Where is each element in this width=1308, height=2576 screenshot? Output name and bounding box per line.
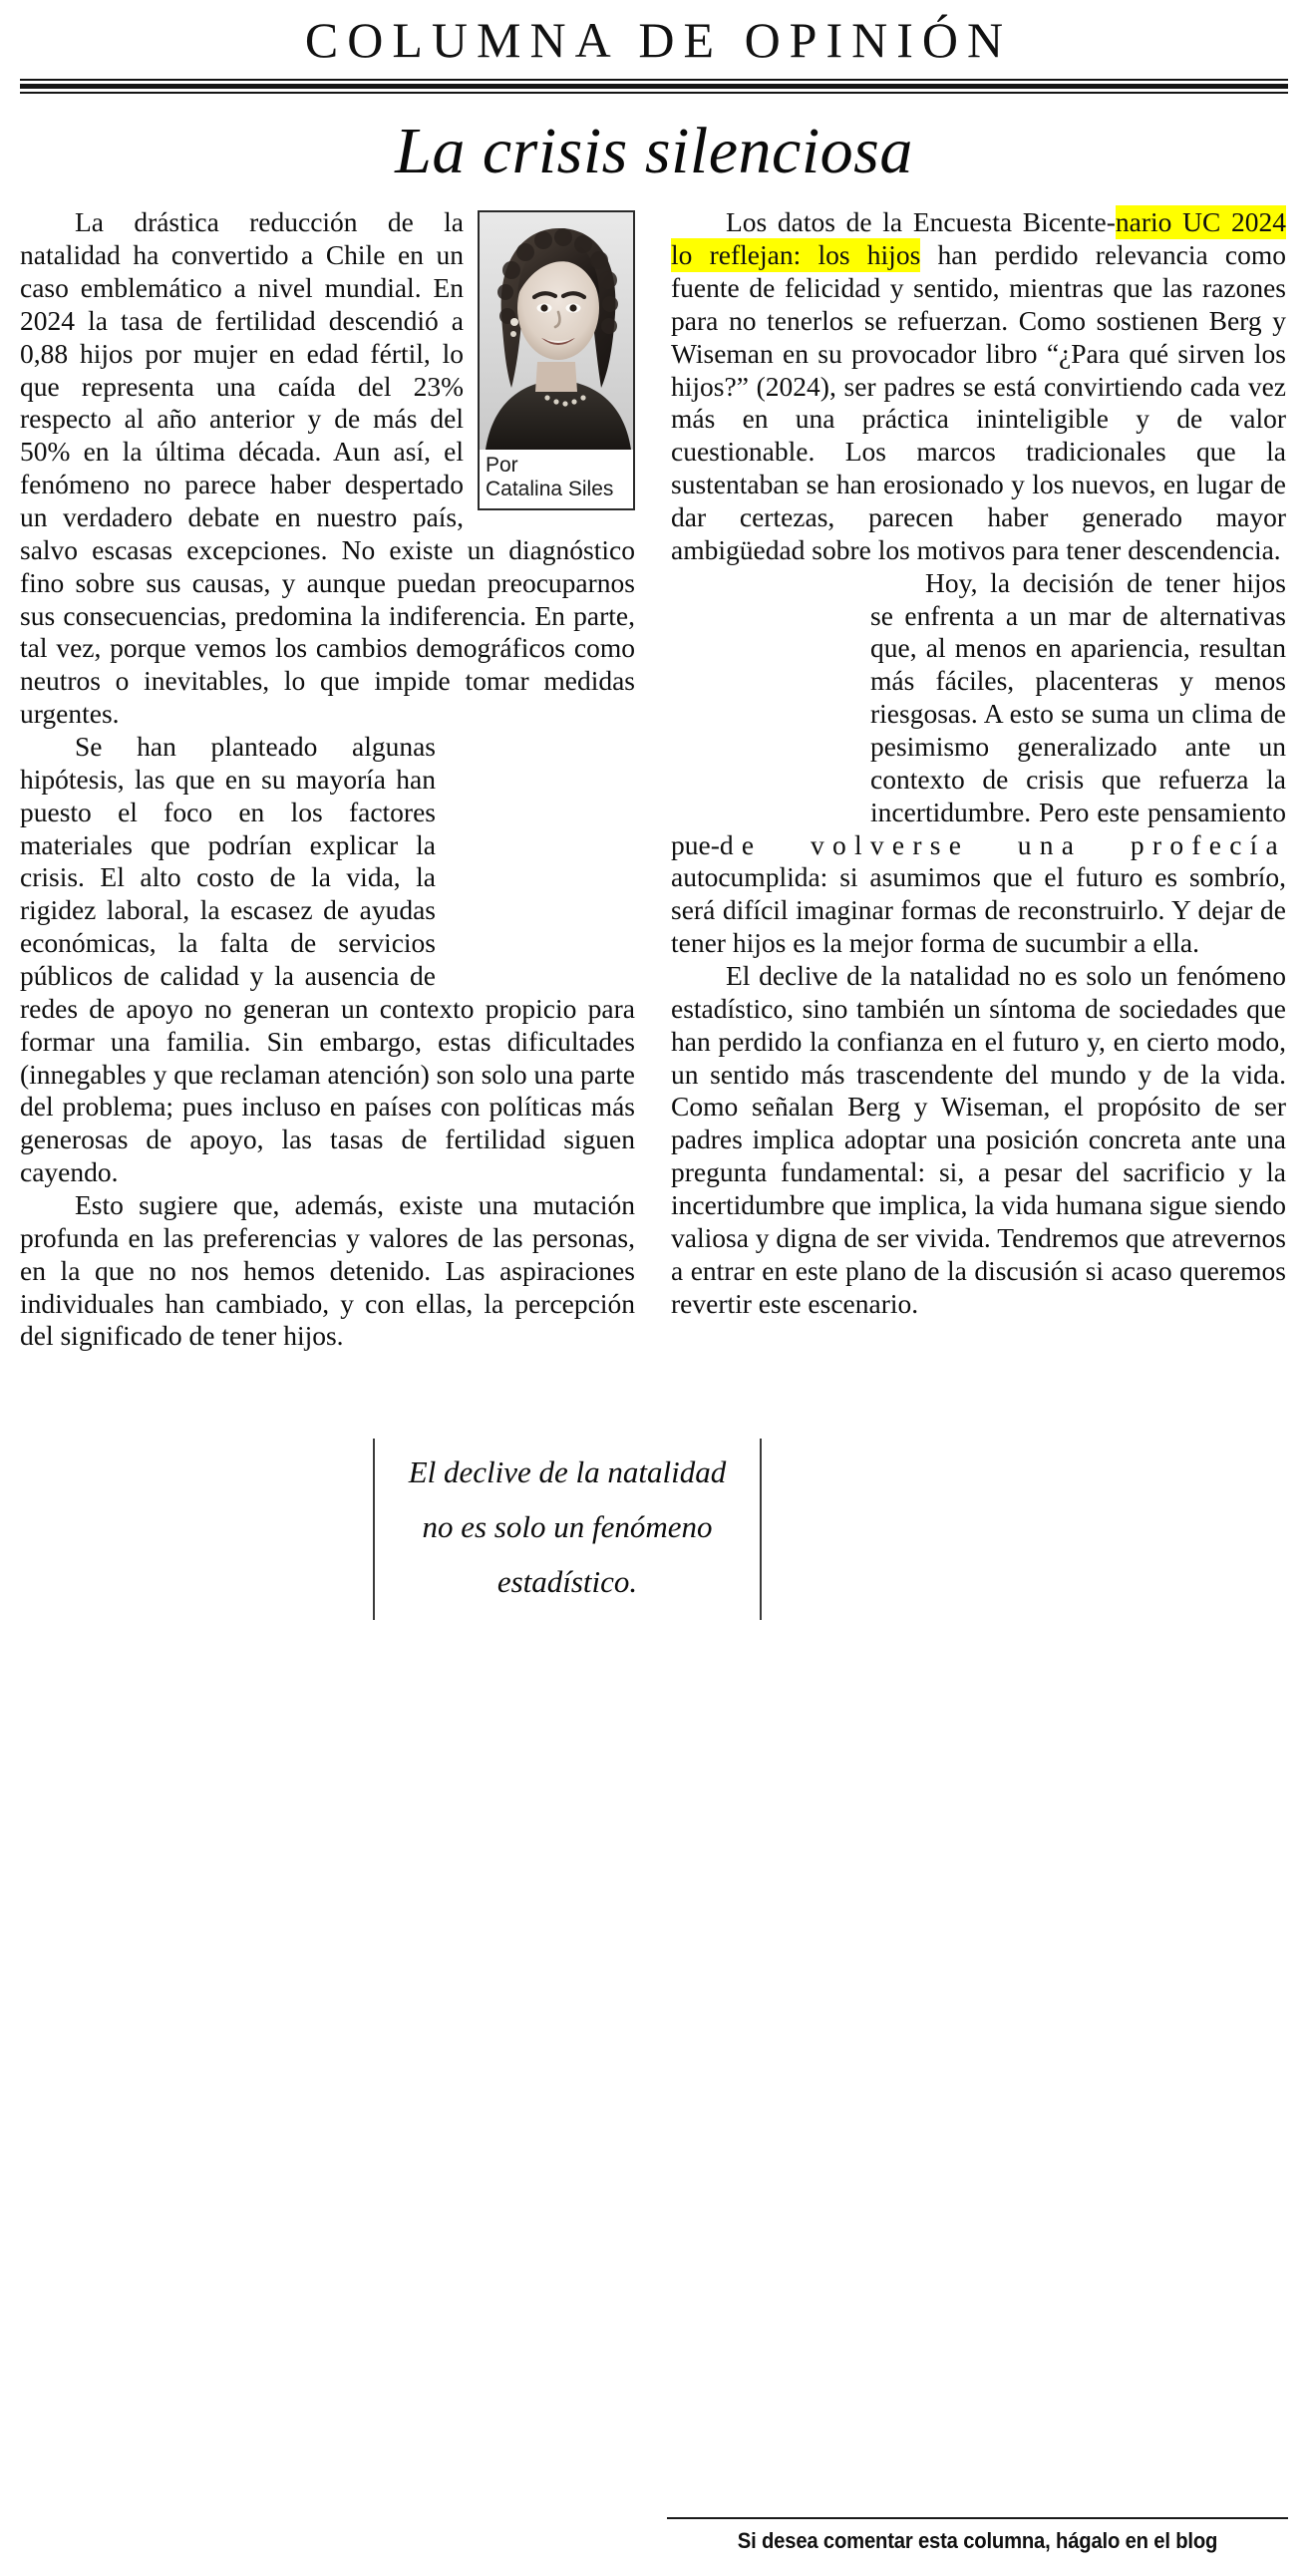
- pullquote-wrap-spacer-left: [436, 731, 635, 962]
- masthead: [14, 0, 1294, 67]
- paragraph-right-2-text: Hoy, la decisión de tener hijos se enfrenta a un mar de alternativas que, al menos en apariencia, resultan más fáciles, placenteras y menos riesgosas. A esto se suma un clima de pesimismo generalizado ante un contexto de crisis que refuerza la incertidumbre. Pero este pensamiento pue: [671, 566, 1286, 860]
- masthead-rule-stack: [20, 79, 1288, 94]
- author-photo: [480, 212, 633, 450]
- highlighted-text: nario UC 2024 lo reflejan: los hijos: [671, 206, 1286, 271]
- author-by-label: Por: [486, 454, 518, 478]
- paragraph-left-3: Esto sugiere que, además, existe una mutación profunda en las preferencias y valores de las personas, en la que no nos hemos detenido. Las aspiraciones individuales han cambiado, y con ellas, la percepción del significado de tener hijos.: [20, 1189, 635, 1352]
- rule-thin-bottom: [20, 92, 1288, 94]
- paragraph-left-1: La drástica reducción de la natalidad ha convertido a Chile en un caso emblemático a nivel mundial. En 2024 la tasa de fertilidad descendió a 0,88 hijos por mujer en edad fértil, lo que representa una caída del 23% respecto al año anterior y de más del 50% en la última década. Aun así, el fenómeno no parece haber despertado un verdadero debate en nuestro país, salvo escasas excepciones. No existe un diagnóstico fino sobre sus causas, y aunque puedan preocuparnos sus consecuencias, predomina la indiferencia. En parte, tal vez, porque vemos los cambios demográficos como neutros o inevitables, lo que impide tomar medidas urgentes.: [20, 206, 635, 730]
- paragraph-right-1: Los datos de la Encuesta Bicente-nario UC 2024 lo reflejan: los hijos han perdido relevancia como fuente de felicidad y sentido, mientras que las razones para no tenerlos se refuerzan. Como sostienen Berg y Wiseman en su provocador libro “¿Para qué sirven los hijos?” (2024), ser padres se está convirtiendo cada vez más en una práctica ininteligible y de valor cuestionable. Los marcos tradicionales que la sustentaban se han erosionado y los nuevos, en lugar de dar certezas, parecen haber generado mayor ambigüedad sobre los motivos para tener descendencia.: [671, 206, 1286, 565]
- paragraph-right-3: El declive de la natalidad no es solo un fenómeno estadístico, sino también un síntoma de sociedades que han perdido la confianza en el futuro y, en cierto modo, un sentido más trascendente del mundo y de la vida. Como señalan Berg y Wiseman, el propósito de ser padres implica adoptar una posición concreta ante una pregunta fundamental: si, a pesar del sacrificio y la incertidumbre que implica, la vida humana sigue siendo valiosa y digna de ser vivida. Tendremos que atrevernos a entrar en este plano de la discusión si acaso queremos revertir este escenario.: [671, 960, 1286, 1319]
- pull-quote-line-2: no es solo un fenómeno: [422, 1509, 713, 1545]
- article-headline: La crisis silenciosa: [395, 115, 913, 187]
- column-left-body: [20, 206, 635, 1353]
- paragraph-left-2-text: Se han planteado algunas hipótesis, las que en su mayoría han puesto el foco en los factores materiales que podrían explicar la crisis. El alto costo de la vida, la rigidez laboral, la escasez de ayudas económicas, la falta de servicios públicos de calidad y la ausencia de redes de apoyo no generan un contexto propicio para formar una familia. Sin embargo, estas dificultades (innegables y que reclaman atención) son solo una parte del problema; pues incluso en países con políticas más generosas de apoyo, las tasas de fertilidad siguen cayendo.: [20, 731, 635, 1188]
- pull-quote: [373, 1439, 762, 1620]
- section-kicker: COLUMNA DE OPINIÓN: [304, 12, 1013, 68]
- article-columns: [14, 194, 1294, 1353]
- author-name: Catalina Siles: [486, 477, 614, 500]
- paragraph-right-2-spaced: de volverse una profecía: [719, 828, 1286, 860]
- column-left: [20, 206, 635, 1353]
- paragraph-right-1-post: han perdido relevancia como fuente de felicidad y sentido, mientras que las razones para no tenerlos se refuerzan. Como sostienen Berg y Wiseman en su provocador libro “¿Para qué sirven los hijos?” (2024), ser padres se está convirtiendo cada vez más en una práctica ininteligible y de valor cuestionable. Los marcos tradicionales que la sustentaban se han erosionado y los nuevos, en lugar de dar certezas, parecen haber generado mayor ambigüedad sobre los motivos para tener descendencia.: [671, 239, 1286, 565]
- comment-invitation[interactable]: Si desea comentar esta columna, hágalo en el blog: [737, 2528, 1218, 2553]
- footer-rule: [667, 2517, 1288, 2519]
- column-right: [671, 206, 1286, 1353]
- paragraph-right-1-pre: Los datos de la Encuesta Bicente: [726, 206, 1107, 238]
- paragraph-left-2: [20, 731, 635, 1189]
- pull-quote-line-3: estadístico.: [496, 1564, 638, 1600]
- paragraph-right-2: Hoy, la decisión de tener hijos se enfrenta a un mar de alternativas que, al menos en apariencia, resultan más fáciles, placenteras y menos riesgosas. A esto se suma un clima de pesimismo generalizado ante un contexto de crisis que refuerza la incertidumbre. Pero este pensamiento pue-de volverse una profecía autocumplida: si asumimos que el futuro es sombrío, será difícil imaginar formas de reconstruirlo. Y dejar de tener hijos es la mejor forma de sucumbir a ella.: [671, 566, 1286, 959]
- author-block: [478, 210, 635, 509]
- column-right-body: [671, 206, 1286, 1320]
- pullquote-wrap-spacer-right: [671, 567, 870, 799]
- author-caption: [480, 450, 633, 507]
- pull-quote-line-1: El declive de la natalidad: [408, 1454, 727, 1489]
- paragraph-right-2-cont: autocumplida: si asumimos que el futuro es sombrío, será difícil imaginar formas de reconstruirlo. Y dejar de tener hijos es la mejor forma de sucumbir a ella.: [671, 861, 1286, 959]
- footer: [667, 2517, 1288, 2554]
